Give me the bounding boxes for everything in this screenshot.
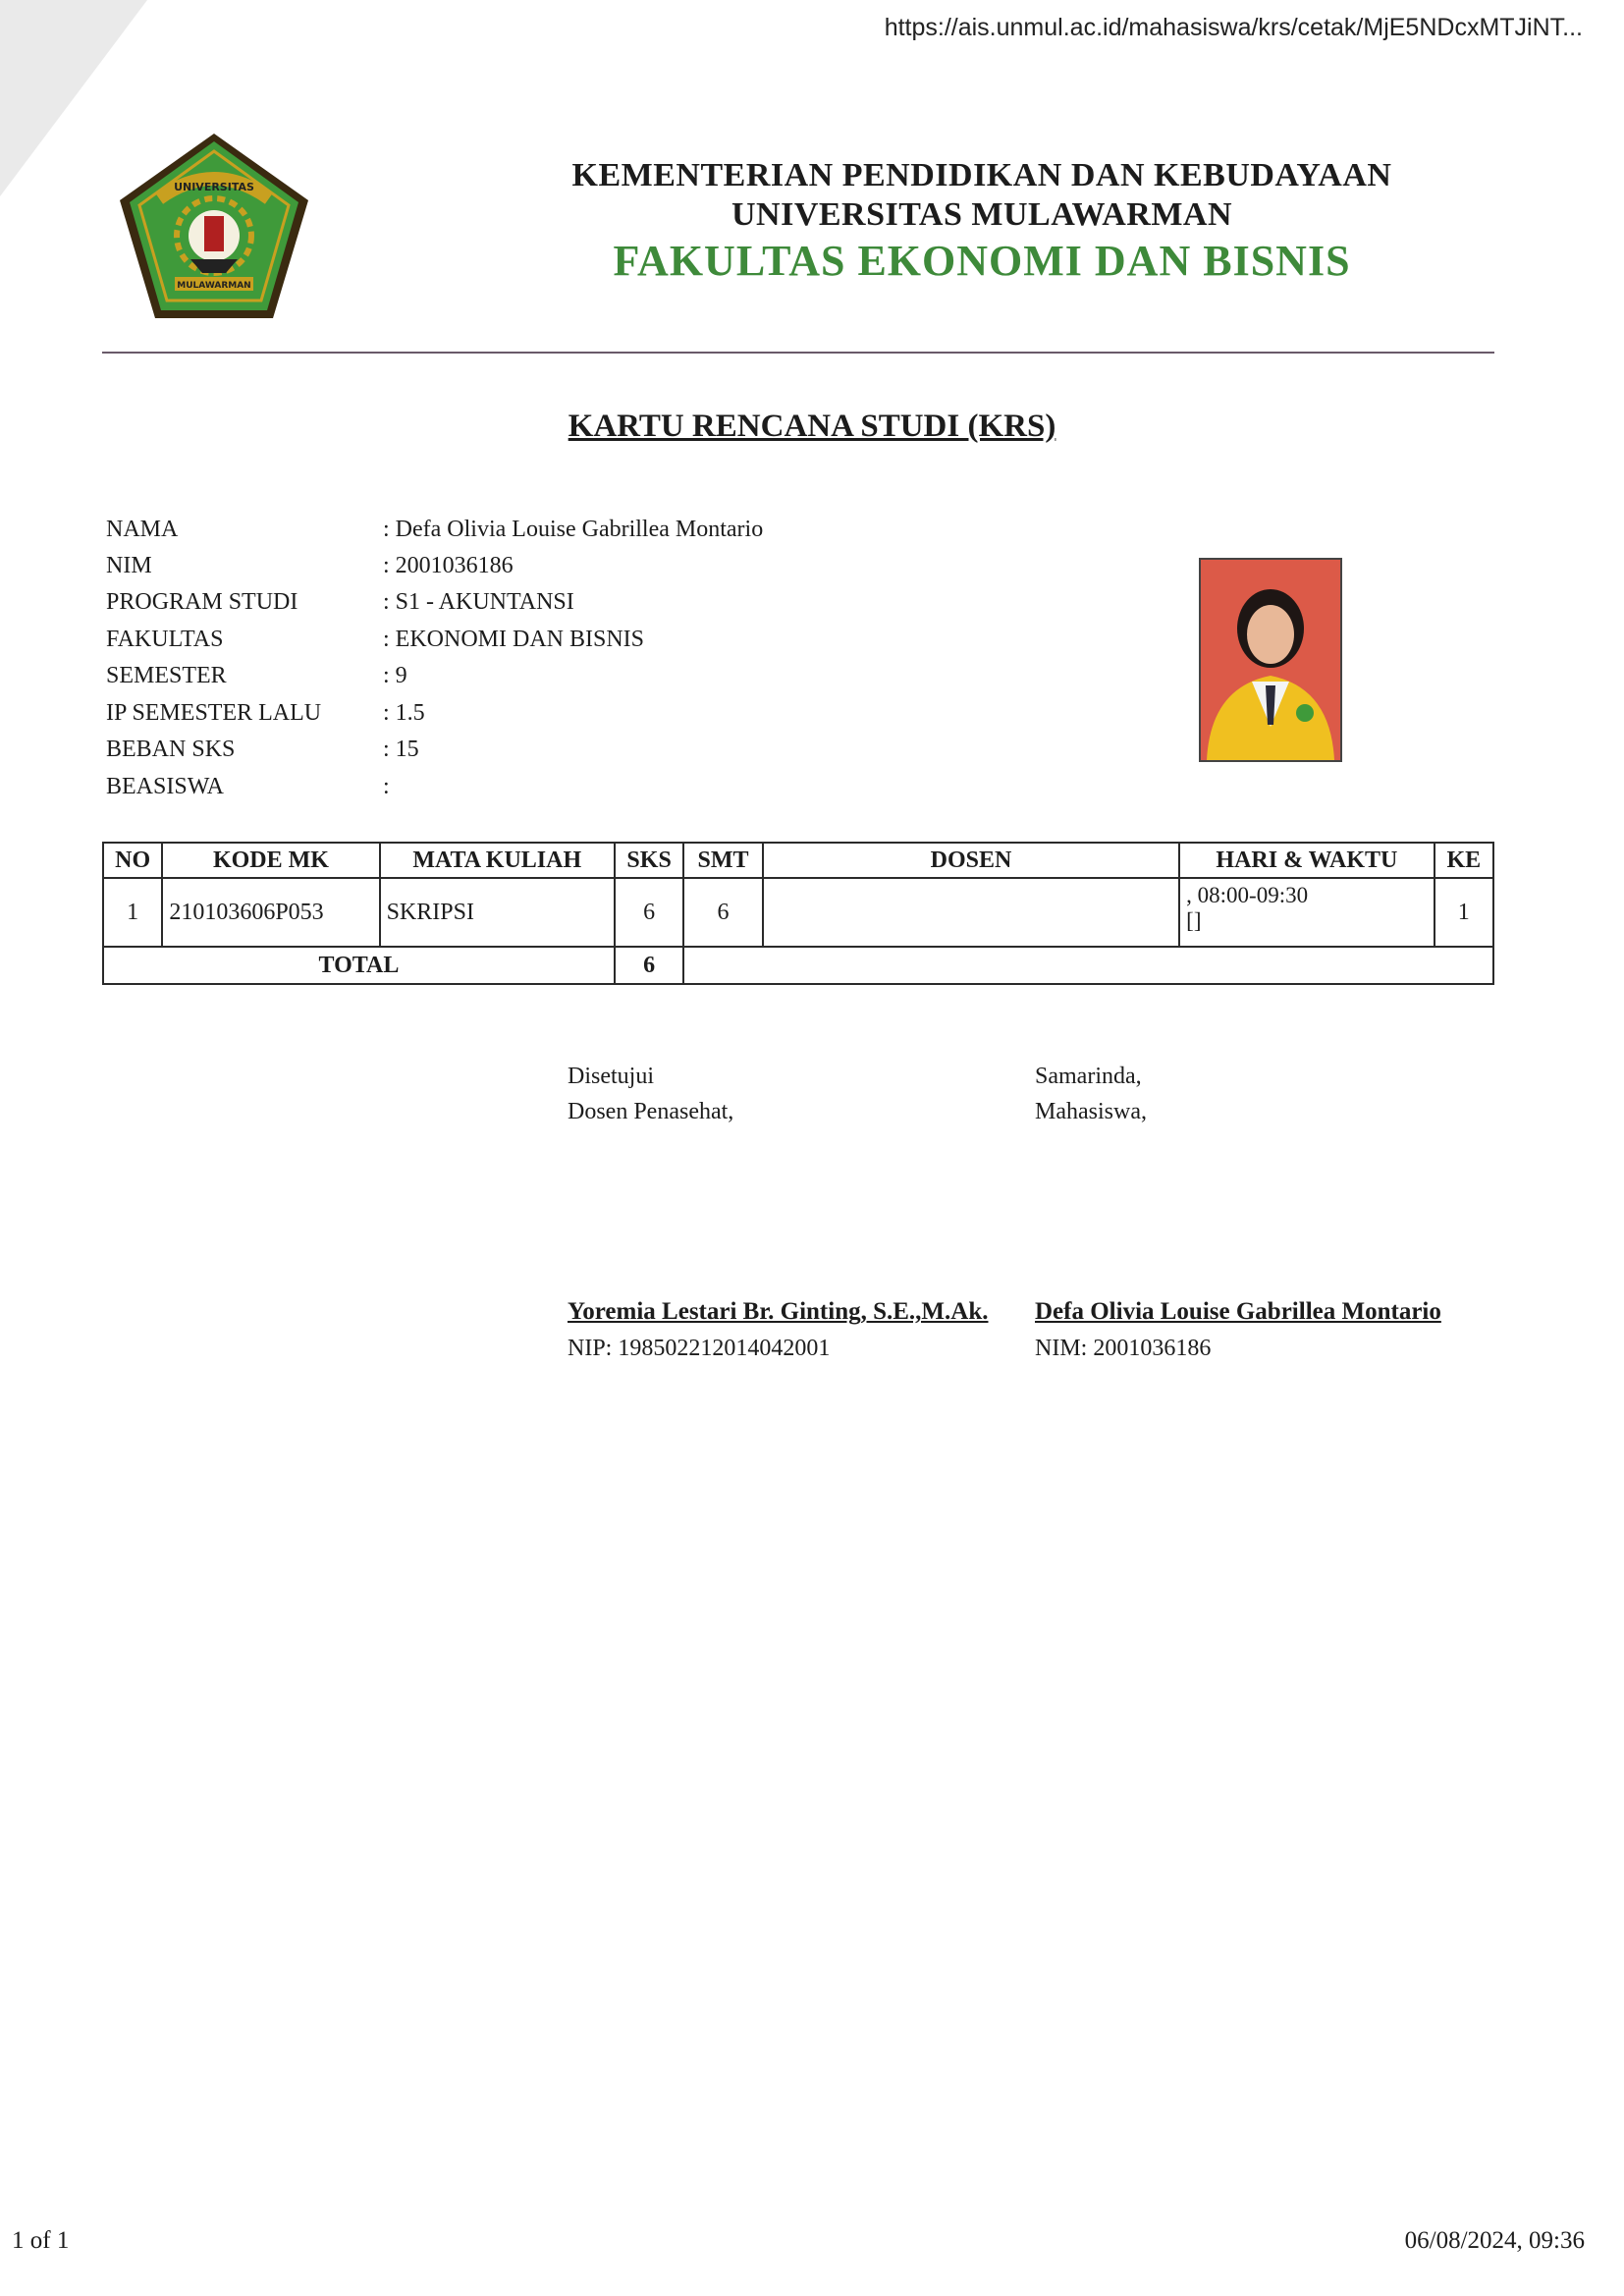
cell-hari-waktu (1179, 878, 1434, 947)
column-header: SMT (683, 843, 762, 878)
info-value: : 2001036186 (383, 553, 514, 578)
info-label: IP SEMESTER LALU (106, 700, 322, 726)
course-table (102, 842, 1494, 985)
info-value: : (383, 774, 390, 799)
info-label: BEASISWA (106, 774, 225, 799)
table-total-row (103, 947, 1493, 984)
faculty-heading: FAKULTAS EKONOMI DAN BISNIS (613, 237, 1351, 285)
info-value: : 9 (383, 663, 407, 688)
column-header: KODE MK (162, 843, 379, 878)
waktu-text: , 08:00-09:30 (1186, 883, 1309, 907)
info-label: NAMA (106, 517, 179, 542)
cell-kode: 210103606P053 (162, 878, 379, 947)
advisor-nip: NIP: 198502212014042001 (568, 1336, 831, 1361)
university-heading: UNIVERSITAS MULAWARMAN (731, 196, 1233, 233)
info-label: SEMESTER (106, 663, 227, 688)
info-label: BEBAN SKS (106, 737, 236, 762)
student-photo (1199, 558, 1342, 762)
column-header: HARI & WAKTU (1179, 843, 1434, 878)
info-value: : S1 - AKUNTANSI (383, 589, 574, 615)
header-divider (102, 352, 1494, 354)
print-url: https://ais.unmul.ac.id/mahasiswa/krs/cetak/MjE5NDcxMTJiNT... (884, 14, 1583, 41)
student-nim: NIM: 2001036186 (1035, 1336, 1212, 1361)
approval-label: Disetujui (568, 1064, 654, 1089)
advisor-name: Yoremia Lestari Br. Ginting, S.E.,M.Ak. (568, 1298, 989, 1325)
cell-mata-kuliah: SKRIPSI (380, 878, 615, 947)
student-role: Mahasiswa, (1035, 1099, 1147, 1124)
cell-ke: 1 (1435, 878, 1493, 947)
page-number: 1 of 1 (12, 2227, 70, 2254)
document-title: KARTU RENCANA STUDI (KRS) (568, 409, 1056, 444)
column-header: NO (103, 843, 162, 878)
info-label: FAKULTAS (106, 627, 224, 652)
column-header: KE (1435, 843, 1493, 878)
waktu-room: [] (1186, 908, 1202, 933)
info-label: NIM (106, 553, 152, 578)
column-header: SKS (615, 843, 683, 878)
advisor-role: Dosen Penasehat, (568, 1099, 734, 1124)
cell-sks: 6 (615, 878, 683, 947)
column-header: MATA KULIAH (380, 843, 615, 878)
info-value: : Defa Olivia Louise Gabrillea Montario (383, 517, 764, 542)
column-header: DOSEN (763, 843, 1179, 878)
logo-text-top: UNIVERSITAS (174, 181, 254, 193)
place-label: Samarinda, (1035, 1064, 1142, 1089)
total-label: TOTAL (103, 947, 615, 984)
total-empty (683, 947, 1493, 984)
total-sks: 6 (615, 947, 683, 984)
student-signature-name: Defa Olivia Louise Gabrillea Montario (1035, 1298, 1441, 1325)
info-label: PROGRAM STUDI (106, 589, 298, 615)
ministry-heading: KEMENTERIAN PENDIDIKAN DAN KEBUDAYAAN (571, 157, 1392, 193)
cell-dosen (763, 878, 1179, 947)
cell-no: 1 (103, 878, 162, 947)
info-value: : 1.5 (383, 700, 425, 726)
table-row (103, 878, 1493, 947)
table-header-row (103, 843, 1493, 878)
logo-text-bottom: MULAWARMAN (177, 281, 251, 291)
university-logo (116, 130, 312, 322)
print-datetime: 06/08/2024, 09:36 (1404, 2227, 1585, 2254)
cell-smt: 6 (683, 878, 762, 947)
info-value: : EKONOMI DAN BISNIS (383, 627, 645, 652)
info-value: : 15 (383, 737, 419, 762)
